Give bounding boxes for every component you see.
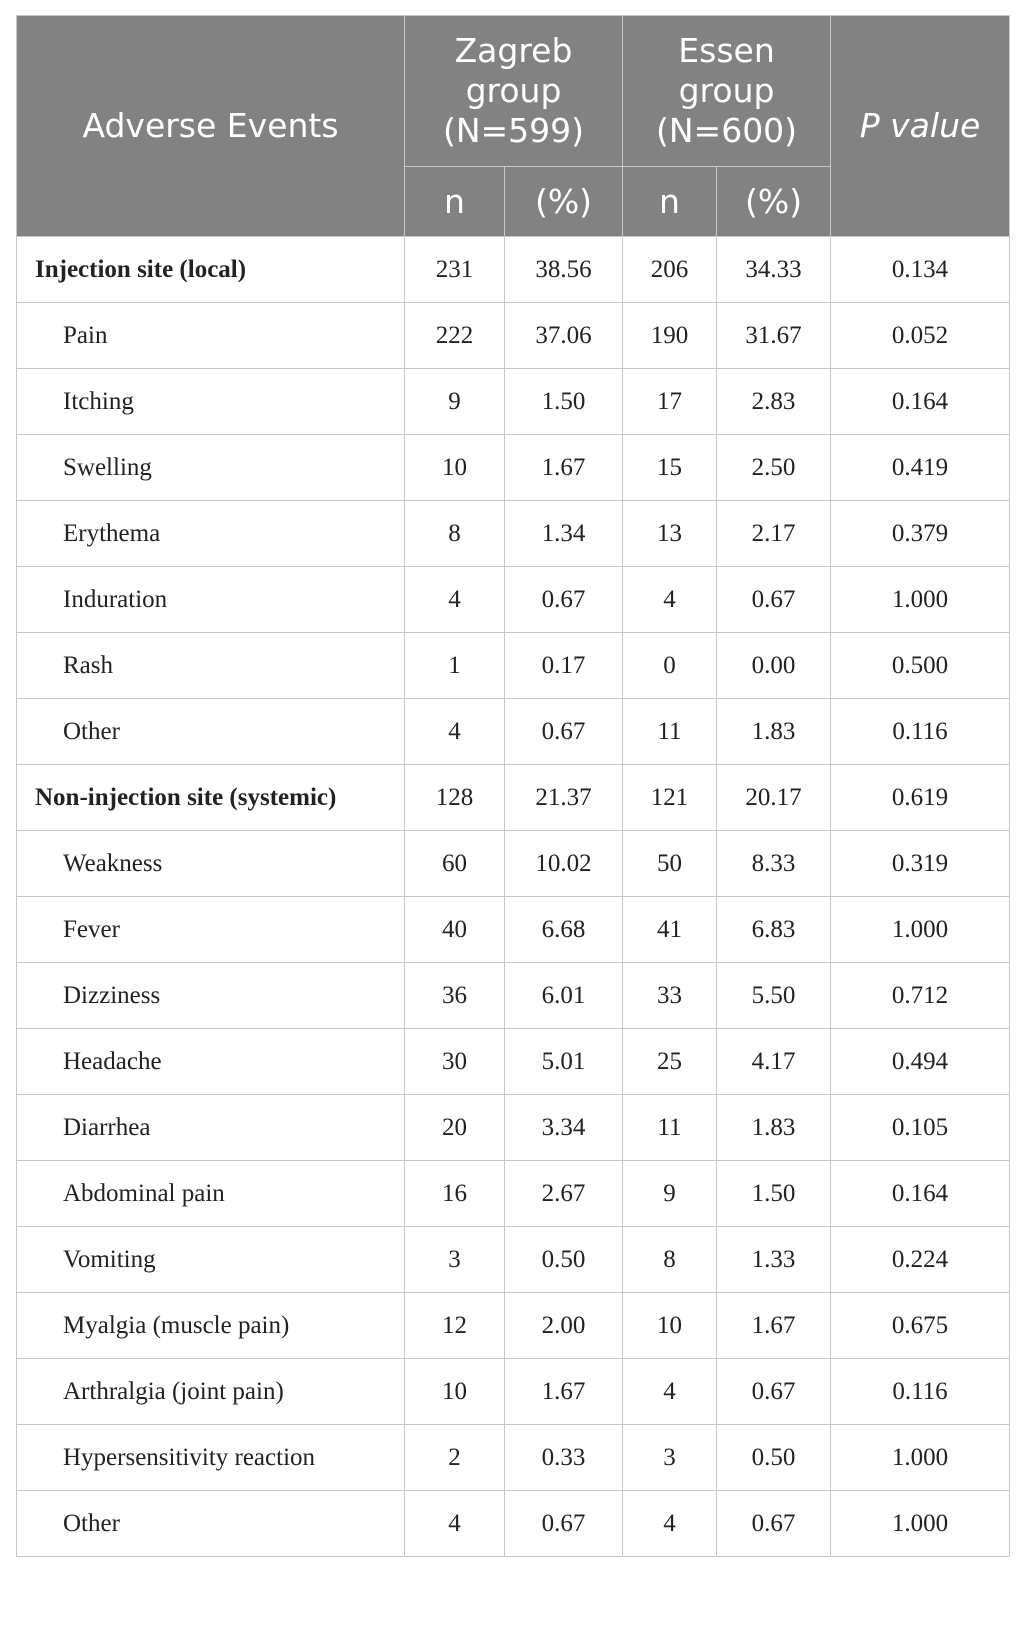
zagreb-pct-cell: 0.67 (505, 567, 623, 633)
row-label: Weakness (17, 831, 405, 897)
essen-n-cell: 206 (623, 237, 717, 303)
category-row (17, 765, 1010, 831)
zagreb-pct-cell: 0.33 (505, 1425, 623, 1491)
p-value-cell: 0.419 (831, 435, 1010, 501)
p-value-cell: 1.000 (831, 567, 1010, 633)
essen-n-cell: 0 (623, 633, 717, 699)
category-row (17, 237, 1010, 303)
zagreb-pct-cell: 0.67 (505, 1491, 623, 1557)
table-row (17, 567, 1010, 633)
zagreb-pct-cell: 0.67 (505, 699, 623, 765)
zagreb-n-cell: 10 (405, 1359, 505, 1425)
zagreb-n-cell: 40 (405, 897, 505, 963)
table-row (17, 1293, 1010, 1359)
zagreb-pct-cell: 38.56 (505, 237, 623, 303)
row-label: Rash (17, 633, 405, 699)
essen-n-cell: 190 (623, 303, 717, 369)
zagreb-n-cell: 60 (405, 831, 505, 897)
zagreb-pct-cell: 10.02 (505, 831, 623, 897)
p-value-cell: 0.116 (831, 699, 1010, 765)
row-label: Itching (17, 369, 405, 435)
essen-n-cell: 17 (623, 369, 717, 435)
table-row (17, 1359, 1010, 1425)
row-label: Diarrhea (17, 1095, 405, 1161)
p-value-cell: 1.000 (831, 897, 1010, 963)
row-label: Pain (17, 303, 405, 369)
essen-n-cell: 25 (623, 1029, 717, 1095)
zagreb-n-cell: 2 (405, 1425, 505, 1491)
row-label: Arthralgia (joint pain) (17, 1359, 405, 1425)
p-value-cell: 0.134 (831, 237, 1010, 303)
zagreb-n-cell: 3 (405, 1227, 505, 1293)
essen-pct-cell: 2.83 (717, 369, 831, 435)
table-row (17, 435, 1010, 501)
table-row (17, 699, 1010, 765)
zagreb-n-cell: 4 (405, 699, 505, 765)
row-label: Erythema (17, 501, 405, 567)
zagreb-pct-cell: 2.00 (505, 1293, 623, 1359)
essen-pct-cell: 1.33 (717, 1227, 831, 1293)
table-row (17, 1029, 1010, 1095)
essen-pct-cell: 0.67 (717, 567, 831, 633)
essen-pct-cell: 1.83 (717, 699, 831, 765)
header-row-top (17, 16, 1010, 167)
p-value-cell: 0.712 (831, 963, 1010, 1029)
zagreb-pct-cell: 37.06 (505, 303, 623, 369)
row-label: Headache (17, 1029, 405, 1095)
zagreb-n-cell: 16 (405, 1161, 505, 1227)
zagreb-n-cell: 36 (405, 963, 505, 1029)
row-label: Other (17, 1491, 405, 1557)
essen-n-cell: 13 (623, 501, 717, 567)
zagreb-pct-cell: 6.68 (505, 897, 623, 963)
zagreb-pct-cell: 21.37 (505, 765, 623, 831)
essen-n-cell: 9 (623, 1161, 717, 1227)
zagreb-n-cell: 12 (405, 1293, 505, 1359)
row-label: Induration (17, 567, 405, 633)
essen-pct-cell: 1.67 (717, 1293, 831, 1359)
p-value-cell: 0.675 (831, 1293, 1010, 1359)
essen-pct-cell: 6.83 (717, 897, 831, 963)
table-row (17, 303, 1010, 369)
zagreb-pct-cell: 0.17 (505, 633, 623, 699)
table-header (17, 16, 1010, 237)
table-row (17, 633, 1010, 699)
col-header-essen-group: Essen group (N=600) (623, 16, 831, 167)
p-value-cell: 1.000 (831, 1425, 1010, 1491)
table-row (17, 501, 1010, 567)
zagreb-n-cell: 231 (405, 237, 505, 303)
row-label: Vomiting (17, 1227, 405, 1293)
col-header-zagreb-group: Zagreb group (N=599) (405, 16, 623, 167)
p-value-cell: 0.319 (831, 831, 1010, 897)
p-value-cell: 0.379 (831, 501, 1010, 567)
table-row (17, 369, 1010, 435)
table-row (17, 1161, 1010, 1227)
essen-pct-cell: 2.17 (717, 501, 831, 567)
col-header-essen-pct: (%) (717, 167, 831, 237)
row-label: Injection site (local) (17, 237, 405, 303)
p-value-cell: 0.619 (831, 765, 1010, 831)
essen-n-cell: 11 (623, 699, 717, 765)
p-value-cell: 0.494 (831, 1029, 1010, 1095)
col-header-p-value: P value (831, 16, 1010, 237)
zagreb-pct-cell: 2.67 (505, 1161, 623, 1227)
p-value-cell: 0.500 (831, 633, 1010, 699)
essen-pct-cell: 2.50 (717, 435, 831, 501)
essen-pct-cell: 1.83 (717, 1095, 831, 1161)
essen-pct-cell: 0.67 (717, 1359, 831, 1425)
row-label: Swelling (17, 435, 405, 501)
col-header-zagreb-n: n (405, 167, 505, 237)
zagreb-n-cell: 9 (405, 369, 505, 435)
essen-pct-cell: 0.00 (717, 633, 831, 699)
zagreb-pct-cell: 3.34 (505, 1095, 623, 1161)
row-label: Non-injection site (systemic) (17, 765, 405, 831)
essen-pct-cell: 34.33 (717, 237, 831, 303)
row-label: Fever (17, 897, 405, 963)
zagreb-n-cell: 4 (405, 567, 505, 633)
essen-n-cell: 41 (623, 897, 717, 963)
zagreb-n-cell: 128 (405, 765, 505, 831)
col-header-adverse-events: Adverse Events (17, 16, 405, 237)
p-value-cell: 1.000 (831, 1491, 1010, 1557)
adverse-events-table (16, 15, 1010, 1557)
essen-n-cell: 50 (623, 831, 717, 897)
table-row (17, 1227, 1010, 1293)
p-value-cell: 0.224 (831, 1227, 1010, 1293)
row-label: Myalgia (muscle pain) (17, 1293, 405, 1359)
essen-pct-cell: 5.50 (717, 963, 831, 1029)
table-body (17, 237, 1010, 1557)
essen-pct-cell: 20.17 (717, 765, 831, 831)
p-value-cell: 0.105 (831, 1095, 1010, 1161)
essen-n-cell: 3 (623, 1425, 717, 1491)
zagreb-pct-cell: 1.34 (505, 501, 623, 567)
table-row (17, 1095, 1010, 1161)
col-header-essen-n: n (623, 167, 717, 237)
table-row (17, 963, 1010, 1029)
zagreb-pct-cell: 0.50 (505, 1227, 623, 1293)
p-value-cell: 0.116 (831, 1359, 1010, 1425)
essen-pct-cell: 0.50 (717, 1425, 831, 1491)
zagreb-n-cell: 20 (405, 1095, 505, 1161)
essen-pct-cell: 4.17 (717, 1029, 831, 1095)
p-value-cell: 0.164 (831, 1161, 1010, 1227)
row-label: Dizziness (17, 963, 405, 1029)
essen-pct-cell: 1.50 (717, 1161, 831, 1227)
essen-n-cell: 8 (623, 1227, 717, 1293)
zagreb-n-cell: 10 (405, 435, 505, 501)
essen-n-cell: 15 (623, 435, 717, 501)
essen-n-cell: 4 (623, 1491, 717, 1557)
essen-n-cell: 11 (623, 1095, 717, 1161)
essen-n-cell: 4 (623, 567, 717, 633)
zagreb-n-cell: 30 (405, 1029, 505, 1095)
col-header-zagreb-pct: (%) (505, 167, 623, 237)
table-row (17, 897, 1010, 963)
zagreb-n-cell: 222 (405, 303, 505, 369)
row-label: Hypersensitivity reaction (17, 1425, 405, 1491)
zagreb-n-cell: 8 (405, 501, 505, 567)
essen-n-cell: 121 (623, 765, 717, 831)
row-label: Other (17, 699, 405, 765)
p-value-cell: 0.164 (831, 369, 1010, 435)
zagreb-pct-cell: 6.01 (505, 963, 623, 1029)
zagreb-n-cell: 1 (405, 633, 505, 699)
essen-n-cell: 33 (623, 963, 717, 1029)
p-value-cell: 0.052 (831, 303, 1010, 369)
table-row (17, 1491, 1010, 1557)
essen-pct-cell: 31.67 (717, 303, 831, 369)
table-row (17, 1425, 1010, 1491)
zagreb-n-cell: 4 (405, 1491, 505, 1557)
essen-n-cell: 4 (623, 1359, 717, 1425)
zagreb-pct-cell: 5.01 (505, 1029, 623, 1095)
zagreb-pct-cell: 1.67 (505, 435, 623, 501)
row-label: Abdominal pain (17, 1161, 405, 1227)
essen-pct-cell: 8.33 (717, 831, 831, 897)
table-row (17, 831, 1010, 897)
essen-pct-cell: 0.67 (717, 1491, 831, 1557)
zagreb-pct-cell: 1.50 (505, 369, 623, 435)
essen-n-cell: 10 (623, 1293, 717, 1359)
zagreb-pct-cell: 1.67 (505, 1359, 623, 1425)
